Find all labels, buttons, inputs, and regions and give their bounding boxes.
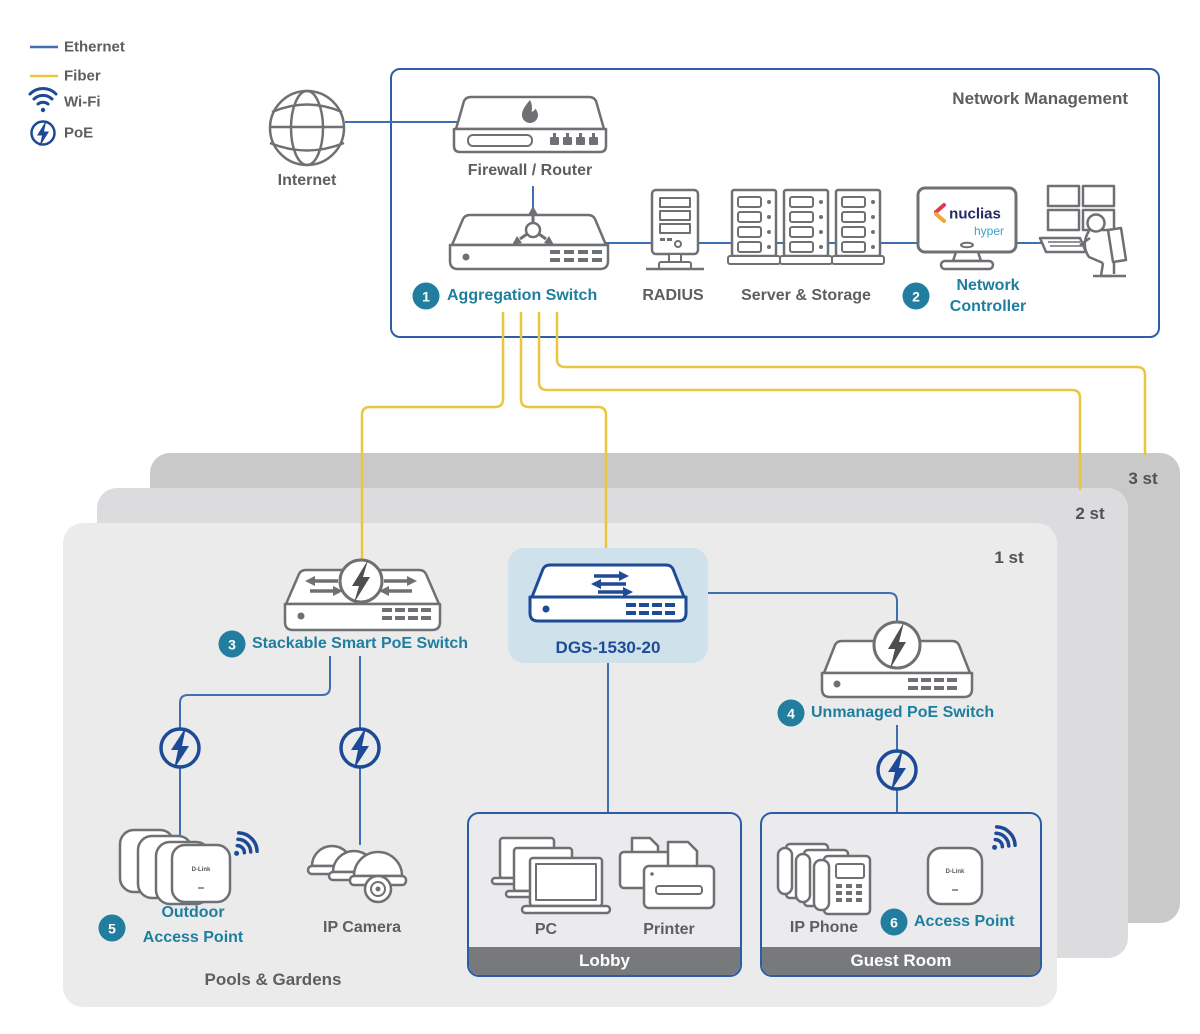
unmanaged-switch-label: Unmanaged PoE Switch [811,704,995,721]
legend-wifi-label: Wi-Fi [64,93,101,111]
radius-server-icon [646,190,704,269]
poe-inline-icon [161,727,199,769]
dlink-brand-text: D-Link [945,869,965,875]
outdoor-access-point-icon [120,829,261,904]
pc-icon [492,838,610,913]
network-controller-label-line2: Controller [949,298,1027,315]
server-rack [780,190,832,264]
guest-ap-label: Access Point [914,913,1015,930]
ip-phone-icon [778,844,870,914]
poe-badge-icon [874,622,920,669]
dgs-1530-20-icon [530,565,686,621]
legend-fiber-label: Fiber [64,67,101,85]
legend-poe-label: PoE [64,124,94,142]
floor-1-label: 1 st [994,548,1024,567]
nuclias-hyper-text: hyper [973,224,1005,238]
lobby-bar: Lobby [469,947,740,975]
poe-inline-icon [341,727,379,769]
badge-3: 3 [219,631,246,658]
wifi-icon [30,88,56,112]
server-rack [832,190,884,264]
server-storage-label: Server & Storage [741,287,871,304]
network-management-title: Network Management [952,89,1128,108]
aggregation-switch-icon [450,206,608,269]
badge-6: 6 [881,909,908,936]
poe-badge-icon [340,560,382,603]
firewall-router-label: Firewall / Router [467,162,593,179]
radius-label: RADIUS [642,287,704,304]
printer-icon [620,838,714,908]
dlink-brand-text: D-Link [191,867,211,873]
wifi-icon [984,823,1019,858]
unmanaged-poe-switch-icon [822,622,972,697]
access-point-icon [928,823,1019,904]
internet-globe-icon [270,91,344,165]
legend-ethernet-label: Ethernet [64,38,125,56]
firewall-router-icon [454,97,606,152]
floor-2-label: 2 st [1075,504,1105,523]
aggregation-switch-label: Aggregation Switch [447,287,598,304]
ip-camera-label: IP Camera [323,919,401,936]
pools-gardens-label: Pools & Gardens [204,970,342,989]
network-controller-label-line1: Network [956,277,1020,294]
badge-2: 2 [903,283,930,310]
badge-1: 1 [413,283,440,310]
floor-3-label: 3 st [1128,469,1158,488]
outdoor-ap-label-line1: Outdoor [161,904,225,921]
poe-icon [32,120,55,147]
server-storage-icon [728,190,884,264]
badge-4: 4 [778,700,805,727]
pc-label: PC [534,921,558,938]
internet-label: Internet [277,172,337,189]
outdoor-ap-label-line2: Access Point [142,929,244,946]
badge-5: 5 [99,915,126,942]
nuclias-logo-text: nuclias [949,205,1001,223]
printer-label: Printer [643,921,695,938]
guest-room-bar: Guest Room [762,947,1040,975]
stackable-poe-switch-icon [285,560,440,630]
poe-inline-icon [878,749,916,791]
dgs-1530-20-label: DGS-1530-20 [555,638,661,657]
ip-camera-icon [308,846,406,902]
ip-phone-label: IP Phone [789,919,859,936]
admin-workstation-icon [1040,186,1126,276]
stackable-switch-label: Stackable Smart PoE Switch [252,635,469,652]
server-rack [728,190,780,264]
